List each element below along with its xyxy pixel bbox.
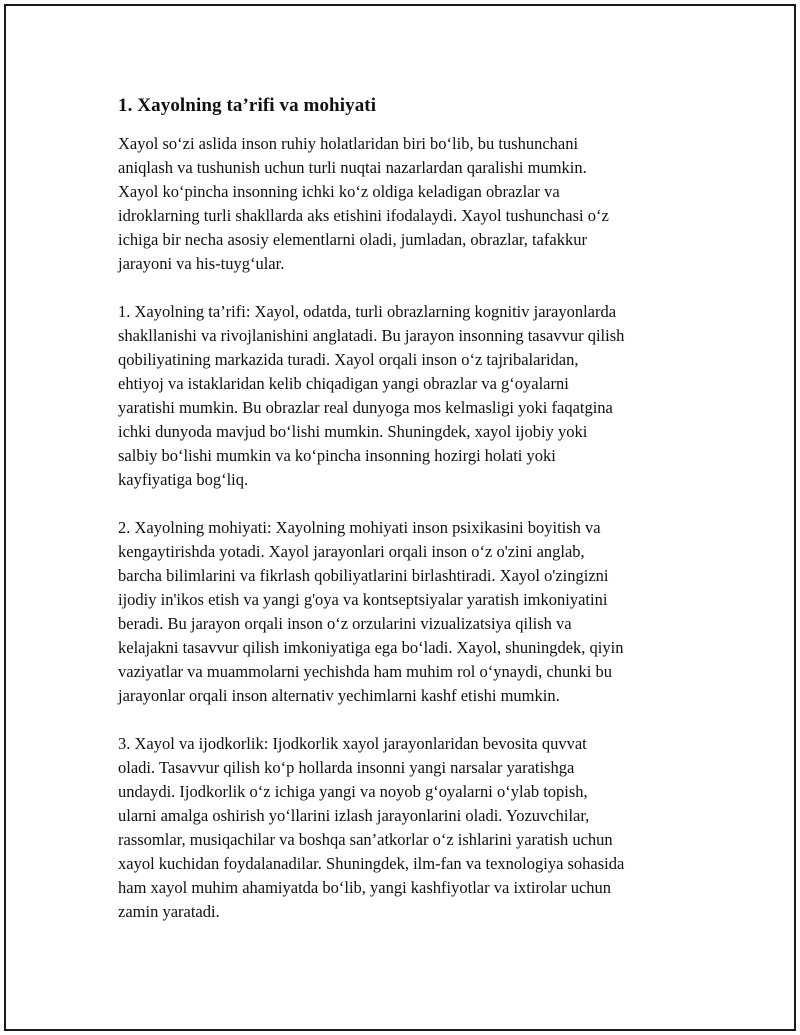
section-heading: 1. Xayolning ta’rifi va mohiyati [118, 95, 377, 116]
document-body [118, 94, 684, 948]
essence-paragraph: 2. Xayolning mohiyati: Xayolning mohiyati inson psixikasini boyitish va kengaytirishda yotadi. Xayol jarayonlari orqali inson o‘z o'zini anglab, barcha bilimlarini va fikrlash qobiliyatlarini birlashtiradi. Xayol o'zingizni ijodiy in'ikos etish va yangi g'oya va kontseptsiyalar yaratish imkoniyatini beradi. Bu jarayon orqali inson o‘z orzularini vizualizatsiya qilish va kelajakni tasavvur qilish imkoniyatiga ega bo‘ladi. Xayol, shuningdek, qiyin vaziyatlar va muammolarni yechishda ham muhim rol o‘ynaydi, chunki bu jarayonlar orqali inson alternativ yechimlarni kashf etishi mumkin. [118, 518, 624, 705]
intro-paragraph: Xayol so‘zi aslida inson ruhiy holatlaridan biri bo‘lib, bu tushunchani aniqlash va tushunish uchun turli nuqtai nazarlardan qaralishi mumkin. Xayol ko‘pincha insonning ichki ko‘z oldiga keladigan obrazlar va idroklarning turli shakllarda aks etishini ifodalaydi. Xayol tushunchasi o‘z ichiga bir necha asosiy elementlarni oladi, jumladan, obrazlar, tafakkur jarayoni va his-tuyg‘ular. [118, 134, 609, 273]
creativity-paragraph: 3. Xayol va ijodkorlik: Ijodkorlik xayol jarayonlaridan bevosita quvvat oladi. Tasavvur qilish ko‘p hollarda insonni yangi narsalar yaratishga undaydi. Ijodkorlik o‘z ichiga yangi va noyob g‘oyalarni o‘ylab topish, ularni amalga oshirish yo‘llarini izlash jarayonlarini oladi. Yozuvchilar, rassomlar, musiqachilar va boshqa san’atkorlar o‘z ishlarini yaratish uchun xayol kuchidan foydalanadilar. Shuningdek, ilm-fan va texnologiya sohasida ham xayol muhim ahamiyatda bo‘lib, yangi kashfiyotlar va ixtirolar uchun zamin yaratadi. [118, 734, 625, 921]
definition-paragraph: 1. Xayolning ta’rifi: Xayol, odatda, turli obrazlarning kognitiv jarayonlarda shakllanishi va rivojlanishini anglatadi. Bu jarayon insonning tasavvur qilish qobiliyatining markazida turadi. Xayol orqali inson o‘z tajribalaridan, ehtiyoj va istaklaridan kelib chiqadigan yangi obrazlar va g‘oyalarni yaratishi mumkin. Bu obrazlar real dunyoga mos kelmasligi yoki faqatgina ichki dunyoda mavjud bo‘lishi mumkin. Shuningdek, xayol ijobiy yoki salbiy bo‘lishi mumkin va ko‘pincha insonning hozirgi holati yoki kayfiyatiga bog‘liq. [118, 302, 625, 489]
